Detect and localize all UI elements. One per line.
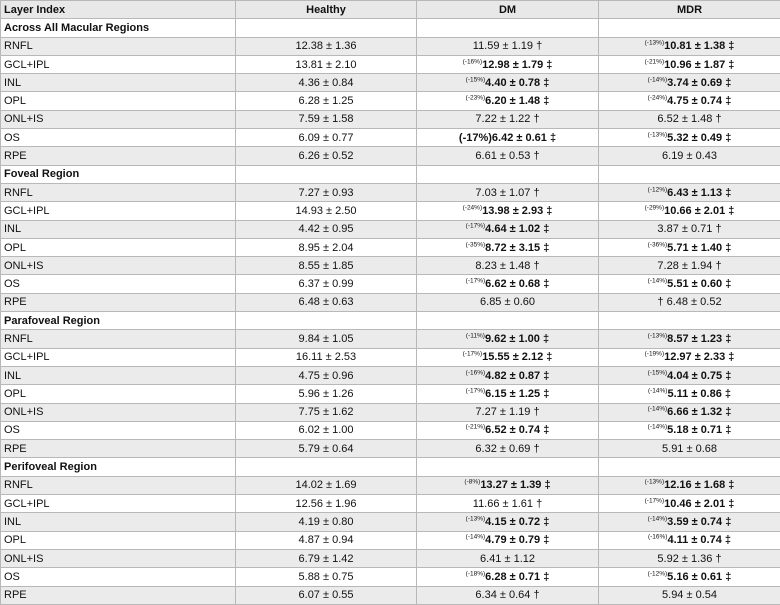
mdr-value — [599, 348, 780, 366]
section-title: Across All Macular Regions — [1, 19, 236, 37]
dm-value — [417, 549, 599, 567]
mean-sd: 6.37 ± 0.99 — [299, 278, 354, 290]
mean-sd: 8.55 ± 1.85 — [299, 260, 354, 272]
mean-sd: 12.38 ± 1.36 — [295, 40, 356, 52]
mdr-value — [599, 495, 780, 513]
percent-change: (-13%) — [648, 332, 668, 339]
dm-value — [417, 74, 599, 92]
mean-sd: 7.22 ± 1.22 † — [475, 113, 539, 125]
mean-sd: 5.16 ± 0.61 ‡ — [667, 571, 731, 583]
table-row — [1, 568, 780, 586]
mean-sd: 6.19 ± 0.43 — [662, 150, 717, 162]
header-mdr: MDR — [599, 1, 780, 19]
dm-value — [417, 513, 599, 531]
mean-sd: 5.94 ± 0.54 — [662, 589, 717, 601]
healthy-value — [236, 202, 417, 220]
mdr-value — [599, 440, 780, 458]
healthy-value — [236, 55, 417, 73]
mdr-value — [599, 37, 780, 55]
healthy-value — [236, 385, 417, 403]
percent-change: (-17%) — [466, 387, 486, 394]
table-row — [1, 74, 780, 92]
healthy-value — [236, 366, 417, 384]
mdr-value — [599, 293, 780, 311]
table-row — [1, 531, 780, 549]
percent-change: (-16%) — [463, 58, 483, 65]
mdr-value — [599, 385, 780, 403]
percent-change: (-11%) — [466, 332, 485, 339]
table-row — [1, 129, 780, 147]
mean-sd: 4.40 ± 0.78 ‡ — [485, 77, 549, 89]
mean-sd: 5.79 ± 0.64 — [299, 443, 354, 455]
mean-sd: 3.87 ± 0.71 † — [657, 223, 721, 235]
mean-sd: 13.27 ± 1.39 ‡ — [480, 479, 550, 491]
table-row — [1, 37, 780, 55]
percent-change: (-17%) — [645, 497, 665, 504]
healthy-value — [236, 403, 417, 421]
dm-value — [417, 275, 599, 293]
header-layer-index: Layer Index — [1, 1, 236, 19]
table-row — [1, 421, 780, 439]
layer-label: RNFL — [1, 183, 236, 201]
mean-sd: 7.03 ± 1.07 † — [475, 187, 539, 199]
mean-sd: 6.02 ± 1.00 — [299, 424, 354, 436]
mean-sd: 12.98 ± 1.79 ‡ — [482, 59, 552, 71]
healthy-value — [236, 586, 417, 604]
mean-sd: 6.34 ± 0.64 † — [475, 589, 539, 601]
dm-value — [417, 330, 599, 348]
mdr-value — [599, 403, 780, 421]
layer-label: OS — [1, 275, 236, 293]
percent-change: (-14%) — [648, 424, 668, 431]
mdr-value — [599, 183, 780, 201]
section-empty-cell — [599, 19, 780, 37]
percent-change: (-17%) — [466, 223, 486, 230]
mdr-value — [599, 568, 780, 586]
layer-label: ONL+IS — [1, 549, 236, 567]
mean-sd: 10.96 ± 1.87 ‡ — [664, 59, 734, 71]
header-row — [1, 1, 780, 19]
mean-sd: 4.42 ± 0.95 — [299, 223, 354, 235]
percent-change: (-16%) — [466, 369, 486, 376]
table-row — [1, 366, 780, 384]
mean-sd: 14.93 ± 2.50 — [295, 205, 356, 217]
percent-change: (-17%) — [463, 351, 483, 358]
healthy-value — [236, 495, 417, 513]
healthy-value — [236, 129, 417, 147]
dm-value — [417, 129, 599, 147]
percent-change: (-12%) — [648, 570, 668, 577]
mean-sd: 7.75 ± 1.62 — [299, 406, 354, 418]
mean-sd: 3.74 ± 0.69 ‡ — [667, 77, 731, 89]
mean-sd: 10.81 ± 1.38 ‡ — [664, 40, 734, 52]
mdr-value — [599, 238, 780, 256]
table-row — [1, 513, 780, 531]
layer-label: ONL+IS — [1, 110, 236, 128]
percent-change: (-23%) — [466, 94, 486, 101]
mean-sd: 5.91 ± 0.68 — [662, 443, 717, 455]
table-row — [1, 476, 780, 494]
section-empty-cell — [236, 165, 417, 183]
mean-sd: 8.23 ± 1.48 † — [475, 260, 539, 272]
section-empty-cell — [599, 458, 780, 476]
mean-sd: 3.59 ± 0.74 ‡ — [667, 516, 731, 528]
mean-sd: 16.11 ± 2.53 — [296, 351, 356, 363]
healthy-value — [236, 183, 417, 201]
dm-value — [417, 293, 599, 311]
mean-sd: 6.43 ± 1.13 ‡ — [667, 187, 731, 199]
table-row — [1, 238, 780, 256]
mdr-value — [599, 366, 780, 384]
percent-change: (-8%) — [464, 479, 480, 486]
section-empty-cell — [236, 458, 417, 476]
mdr-value — [599, 202, 780, 220]
mdr-value — [599, 549, 780, 567]
healthy-value — [236, 37, 417, 55]
mean-sd: 9.62 ± 1.00 ‡ — [485, 333, 549, 345]
table-row — [1, 348, 780, 366]
mdr-value — [599, 220, 780, 238]
healthy-value — [236, 293, 417, 311]
percent-change: (-21%) — [645, 58, 665, 65]
layer-label: INL — [1, 513, 236, 531]
dm-value — [417, 385, 599, 403]
section-empty-cell — [599, 312, 780, 330]
dm-value — [417, 531, 599, 549]
mean-sd: 9.84 ± 1.05 — [299, 333, 354, 345]
mean-sd: 13.81 ± 2.10 — [295, 59, 356, 71]
percent-change: (-24%) — [463, 204, 483, 211]
percent-change: (-14%) — [648, 277, 668, 284]
dm-value — [417, 147, 599, 165]
mean-sd: 6.26 ± 0.52 — [299, 150, 354, 162]
percent-change: (-24%) — [648, 94, 668, 101]
section-row — [1, 19, 780, 37]
section-title: Perifoveal Region — [1, 458, 236, 476]
mdr-value — [599, 147, 780, 165]
layer-label: INL — [1, 220, 236, 238]
mean-sd: 6.62 ± 0.68 ‡ — [485, 278, 549, 290]
table-body — [1, 19, 780, 605]
dm-value — [417, 568, 599, 586]
mean-sd: 5.32 ± 0.49 ‡ — [667, 132, 731, 144]
healthy-value — [236, 348, 417, 366]
dm-value — [417, 257, 599, 275]
percent-change: (-12%) — [648, 186, 668, 193]
layer-label: GCL+IPL — [1, 55, 236, 73]
percent-change: (-35%) — [466, 241, 486, 248]
layer-label: INL — [1, 366, 236, 384]
dm-value — [417, 238, 599, 256]
healthy-value — [236, 476, 417, 494]
mdr-value — [599, 586, 780, 604]
percent-change: (-16%) — [648, 534, 668, 541]
mean-sd: 5.18 ± 0.71 ‡ — [667, 424, 731, 436]
header-healthy: Healthy — [236, 1, 417, 19]
mean-sd: 6.85 ± 0.60 — [480, 296, 535, 308]
mean-sd: 11.66 ± 1.61 † — [473, 498, 542, 510]
percent-change: (-29%) — [645, 204, 665, 211]
percent-change: (-14%) — [466, 534, 486, 541]
healthy-value — [236, 92, 417, 110]
mean-sd: 6.48 ± 0.63 — [299, 296, 354, 308]
layer-label: OS — [1, 421, 236, 439]
mean-sd: 4.64 ± 1.02 ‡ — [485, 223, 549, 235]
mean-sd: 4.87 ± 0.94 — [299, 534, 354, 546]
mean-sd: 4.36 ± 0.84 — [299, 77, 354, 89]
mean-sd: 6.28 ± 0.71 ‡ — [485, 571, 549, 583]
table-row — [1, 385, 780, 403]
mdr-value — [599, 110, 780, 128]
mean-sd: 4.82 ± 0.87 ‡ — [485, 370, 549, 382]
healthy-value — [236, 330, 417, 348]
section-empty-cell — [417, 312, 599, 330]
percent-change: (-14%) — [648, 406, 668, 413]
dm-value — [417, 110, 599, 128]
mean-sd: 5.71 ± 1.40 ‡ — [667, 242, 731, 254]
header-dm: DM — [417, 1, 599, 19]
mean-sd: 12.97 ± 2.33 ‡ — [664, 351, 734, 363]
mean-sd: 12.16 ± 1.68 ‡ — [664, 479, 734, 491]
section-title: Foveal Region — [1, 165, 236, 183]
section-empty-cell — [417, 19, 599, 37]
dm-value — [417, 92, 599, 110]
mean-sd: 15.55 ± 2.12 ‡ — [482, 351, 552, 363]
healthy-value — [236, 238, 417, 256]
layer-label: ONL+IS — [1, 403, 236, 421]
percent-change: (-36%) — [648, 241, 668, 248]
mean-sd: 6.09 ± 0.77 — [299, 132, 354, 144]
mean-sd: 8.95 ± 2.04 — [299, 242, 354, 254]
layer-label: GCL+IPL — [1, 348, 236, 366]
mean-sd: 10.66 ± 2.01 ‡ — [664, 205, 734, 217]
percent-change: (-14%) — [648, 76, 668, 83]
layer-label: INL — [1, 74, 236, 92]
layer-label: GCL+IPL — [1, 495, 236, 513]
dm-value — [417, 55, 599, 73]
mean-sd: 6.79 ± 1.42 — [299, 553, 354, 565]
table-row — [1, 92, 780, 110]
mean-sd: 5.88 ± 0.75 — [299, 571, 354, 583]
mean-sd: 5.92 ± 1.36 † — [657, 553, 721, 565]
dm-value — [417, 348, 599, 366]
healthy-value — [236, 440, 417, 458]
healthy-value — [236, 568, 417, 586]
table-row — [1, 275, 780, 293]
dm-value — [417, 202, 599, 220]
mean-sd: 6.07 ± 0.55 — [299, 589, 354, 601]
layer-label: OPL — [1, 531, 236, 549]
percent-change: (-21%) — [466, 424, 486, 431]
mean-sd: 4.04 ± 0.75 ‡ — [667, 370, 731, 382]
layer-label: RNFL — [1, 330, 236, 348]
mean-sd: 4.15 ± 0.72 ‡ — [485, 516, 549, 528]
mean-sd: 6.52 ± 1.48 † — [657, 113, 721, 125]
mean-sd: 4.75 ± 0.74 ‡ — [667, 95, 731, 107]
mean-sd: 5.96 ± 1.26 — [299, 388, 354, 400]
dm-value — [417, 403, 599, 421]
mean-sd: 8.72 ± 3.15 ‡ — [485, 242, 549, 254]
percent-change: (-13%) — [645, 479, 665, 486]
mean-sd: 7.59 ± 1.58 — [299, 113, 354, 125]
layer-label: RNFL — [1, 37, 236, 55]
table-row — [1, 549, 780, 567]
mdr-value — [599, 74, 780, 92]
mean-sd: 6.41 ± 1.12 — [480, 553, 535, 565]
percent-change: (-14%) — [648, 387, 668, 394]
section-title: Parafoveal Region — [1, 312, 236, 330]
table-header — [1, 1, 780, 19]
dm-value — [417, 495, 599, 513]
mean-sd: 8.57 ± 1.23 ‡ — [667, 333, 731, 345]
section-empty-cell — [599, 165, 780, 183]
mean-sd: 7.27 ± 0.93 — [299, 187, 354, 199]
layer-label: OPL — [1, 92, 236, 110]
mean-sd: 4.79 ± 0.79 ‡ — [485, 534, 549, 546]
table-row — [1, 403, 780, 421]
dm-value — [417, 586, 599, 604]
healthy-value — [236, 147, 417, 165]
percent-change: (-13%) — [466, 515, 486, 522]
percent-change: (-19%) — [645, 351, 665, 358]
layer-label: RPE — [1, 147, 236, 165]
mdr-value — [599, 92, 780, 110]
table-row — [1, 440, 780, 458]
percent-change: (-17%) — [466, 277, 486, 284]
healthy-value — [236, 513, 417, 531]
dm-value — [417, 440, 599, 458]
table-row — [1, 147, 780, 165]
mean-sd: 4.75 ± 0.96 — [299, 370, 354, 382]
mean-sd: 7.28 ± 1.94 † — [657, 260, 721, 272]
mdr-value — [599, 421, 780, 439]
mdr-value — [599, 55, 780, 73]
mean-sd: 4.19 ± 0.80 — [299, 516, 354, 528]
healthy-value — [236, 220, 417, 238]
dm-value — [417, 476, 599, 494]
mean-sd: † 6.48 ± 0.52 — [657, 296, 721, 308]
mean-sd: 6.61 ± 0.53 † — [475, 150, 539, 162]
table-row — [1, 55, 780, 73]
mean-sd: 11.59 ± 1.19 † — [473, 40, 542, 52]
healthy-value — [236, 421, 417, 439]
mean-sd: 5.11 ± 0.86 ‡ — [667, 388, 731, 400]
layer-label: OPL — [1, 238, 236, 256]
mean-sd: 6.66 ± 1.32 ‡ — [667, 406, 731, 418]
mdr-value — [599, 476, 780, 494]
table-row — [1, 293, 780, 311]
dm-value — [417, 421, 599, 439]
table-row — [1, 110, 780, 128]
section-row — [1, 165, 780, 183]
table-row — [1, 257, 780, 275]
mean-sd: 14.02 ± 1.69 — [295, 479, 356, 491]
mean-sd: 5.51 ± 0.60 ‡ — [667, 278, 731, 290]
table-row — [1, 202, 780, 220]
mean-sd: 6.20 ± 1.48 ‡ — [485, 95, 549, 107]
percent-change: (-15%) — [648, 369, 668, 376]
layer-label: OS — [1, 568, 236, 586]
layer-label: OS — [1, 129, 236, 147]
layer-label: RPE — [1, 586, 236, 604]
mean-sd: 4.11 ± 0.74 ‡ — [667, 534, 731, 546]
healthy-value — [236, 531, 417, 549]
healthy-value — [236, 257, 417, 275]
percent-change: (-15%) — [466, 76, 486, 83]
section-row — [1, 458, 780, 476]
mdr-value — [599, 513, 780, 531]
healthy-value — [236, 549, 417, 567]
table-row — [1, 183, 780, 201]
mean-sd: 6.15 ± 1.25 ‡ — [485, 388, 549, 400]
mean-sd: (-17%)6.42 ± 0.61 ‡ — [459, 132, 556, 144]
mean-sd: 6.52 ± 0.74 ‡ — [485, 424, 549, 436]
mean-sd: 7.27 ± 1.19 † — [475, 406, 539, 418]
layer-label: RNFL — [1, 476, 236, 494]
layer-label: GCL+IPL — [1, 202, 236, 220]
percent-change: (-14%) — [648, 515, 668, 522]
dm-value — [417, 183, 599, 201]
section-empty-cell — [417, 165, 599, 183]
mdr-value — [599, 129, 780, 147]
section-empty-cell — [236, 312, 417, 330]
percent-change: (-18%) — [466, 570, 486, 577]
mean-sd: 6.32 ± 0.69 † — [475, 443, 539, 455]
mean-sd: 6.28 ± 1.25 — [299, 95, 354, 107]
percent-change: (-13%) — [648, 131, 668, 138]
mean-sd: 10.46 ± 2.01 ‡ — [664, 498, 734, 510]
table-row — [1, 220, 780, 238]
mdr-value — [599, 330, 780, 348]
layer-label: RPE — [1, 293, 236, 311]
section-row — [1, 312, 780, 330]
healthy-value — [236, 110, 417, 128]
healthy-value — [236, 275, 417, 293]
section-empty-cell — [236, 19, 417, 37]
mean-sd: 13.98 ± 2.93 ‡ — [482, 205, 552, 217]
layer-label: OPL — [1, 385, 236, 403]
dm-value — [417, 37, 599, 55]
percent-change: (-13%) — [645, 40, 665, 47]
dm-value — [417, 220, 599, 238]
mdr-value — [599, 531, 780, 549]
healthy-value — [236, 74, 417, 92]
table-row — [1, 330, 780, 348]
table-row — [1, 586, 780, 604]
mdr-value — [599, 275, 780, 293]
dm-value — [417, 366, 599, 384]
mean-sd: 12.56 ± 1.96 — [295, 498, 356, 510]
table-row — [1, 495, 780, 513]
mdr-value — [599, 257, 780, 275]
section-empty-cell — [417, 458, 599, 476]
layer-label: ONL+IS — [1, 257, 236, 275]
layer-label: RPE — [1, 440, 236, 458]
